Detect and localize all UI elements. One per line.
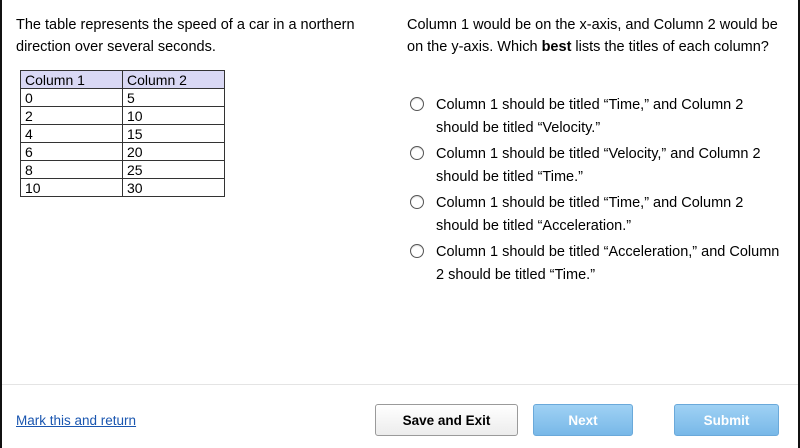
save-and-exit-button[interactable]: Save and Exit	[375, 404, 518, 436]
answer-option-3[interactable]	[410, 192, 790, 238]
table-cell: 6	[21, 143, 123, 161]
window-border-left	[0, 0, 2, 448]
table-header-cell: Column 2	[123, 71, 225, 89]
question-text-part: lists the titles of each column?	[571, 39, 769, 55]
mark-and-return-link[interactable]: Mark this and return	[16, 413, 137, 428]
prompt-panel	[16, 14, 386, 58]
table-row	[21, 161, 225, 179]
table-cell: 2	[21, 107, 123, 125]
table-cell: 20	[123, 143, 225, 161]
answer-option-4[interactable]	[410, 241, 790, 287]
answer-option-label: Column 1 should be titled “Acceleration,” and Column 2 should be titled “Time.”	[436, 244, 780, 283]
question-text-part: Column 1 would be on the x-axis, and Column 2 would be on the y-axis. Which	[407, 17, 778, 55]
radio-button[interactable]	[410, 195, 424, 209]
table-cell: 5	[123, 89, 225, 107]
answer-option-label: Column 1 should be titled “Time,” and Column 2 should be titled “Acceleration.”	[436, 195, 744, 234]
table-cell: 4	[21, 125, 123, 143]
answer-option-1[interactable]	[410, 94, 790, 140]
answer-option-label: Column 1 should be titled “Velocity,” and Column 2 should be titled “Time.”	[436, 146, 761, 185]
table-row	[21, 89, 225, 107]
data-table	[20, 70, 225, 197]
answer-options	[410, 94, 790, 290]
answer-option-2[interactable]	[410, 143, 790, 189]
table-row	[21, 179, 225, 197]
question-panel	[407, 14, 792, 58]
answer-option-label: Column 1 should be titled “Time,” and Column 2 should be titled “Velocity.”	[436, 97, 744, 136]
radio-button[interactable]	[410, 244, 424, 258]
radio-button[interactable]	[410, 146, 424, 160]
table-cell: 8	[21, 161, 123, 179]
submit-button[interactable]: Submit	[674, 404, 779, 436]
table-cell: 10	[123, 107, 225, 125]
table-row	[21, 107, 225, 125]
table-row	[21, 143, 225, 161]
footer-divider	[2, 384, 798, 385]
table-cell: 25	[123, 161, 225, 179]
table-row	[21, 125, 225, 143]
table-cell: 10	[21, 179, 123, 197]
table-cell: 0	[21, 89, 123, 107]
prompt-text: The table represents the speed of a car in a northern direction over several seconds.	[16, 17, 355, 55]
question-emphasis: best	[541, 39, 572, 55]
table-cell: 30	[123, 179, 225, 197]
question-text	[407, 14, 792, 58]
next-button[interactable]: Next	[533, 404, 633, 436]
table-cell: 15	[123, 125, 225, 143]
radio-button[interactable]	[410, 97, 424, 111]
table-header-cell: Column 1	[21, 71, 123, 89]
table-header-row	[21, 71, 225, 89]
